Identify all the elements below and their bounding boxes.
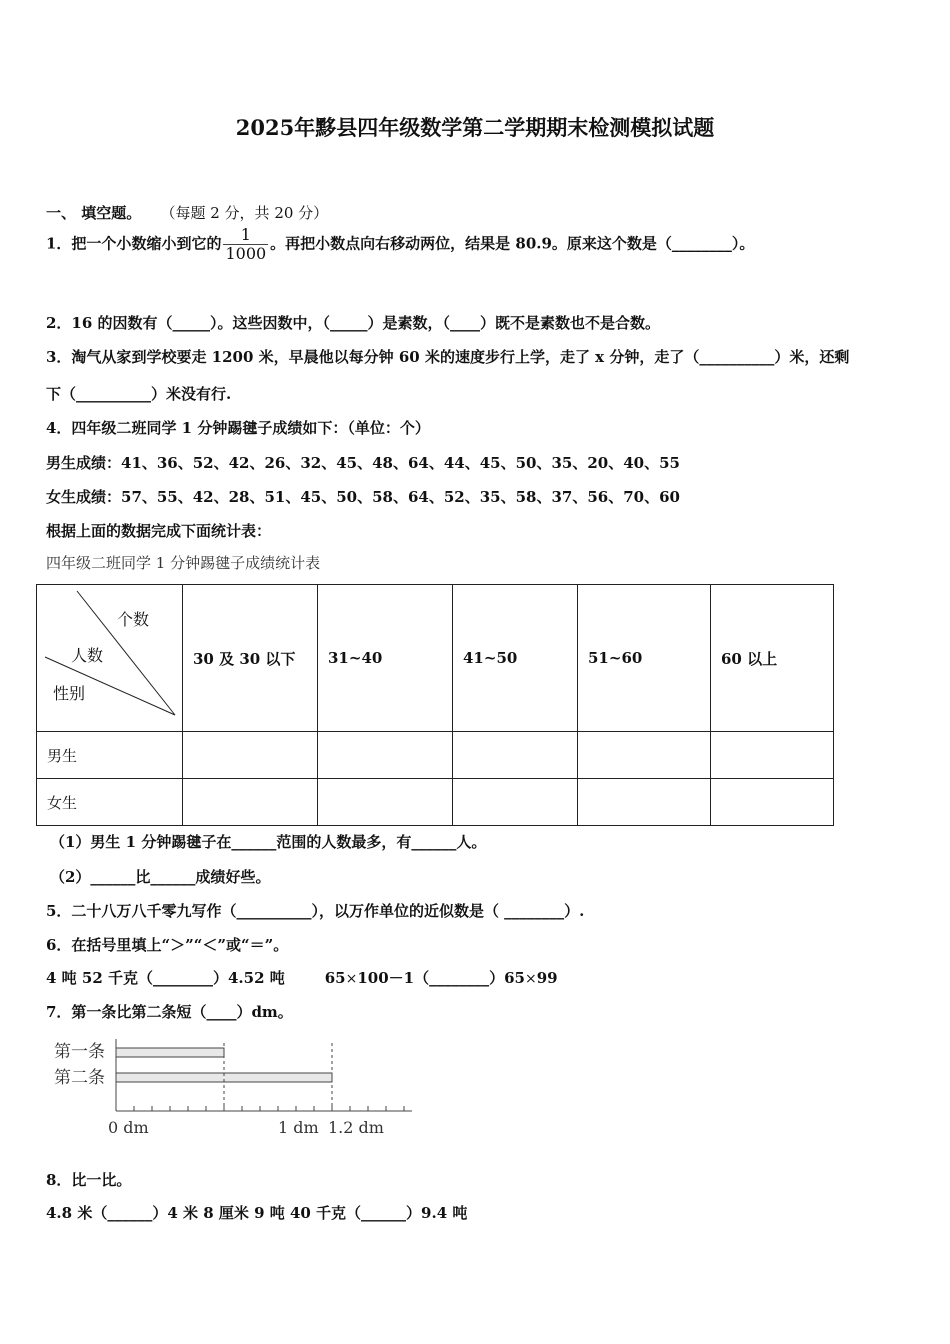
question-4-intro: 4．四年级二班同学 1 分钟踢毽子成绩如下：（单位：个）: [46, 419, 430, 437]
page-title: 2025年黟县四年级数学第二学期期末检测模拟试题: [235, 115, 715, 140]
q6-b-mid: 100－1（________）65: [357, 969, 525, 987]
table-cell[interactable]: [453, 732, 578, 779]
row-header: 男生: [37, 732, 183, 779]
question-5: 5．二十八万八千零九写作（__________），以万作单位的近似数是（ ________）.: [46, 902, 585, 920]
fraction-numerator: 1: [240, 225, 251, 244]
column-header: 51~60: [578, 585, 711, 732]
bar-1-label: 第一条: [54, 1042, 105, 1062]
table-row: [37, 779, 834, 826]
table-corner-cell: [37, 585, 183, 732]
table-instruction: 根据上面的数据完成下面统计表：: [46, 522, 272, 540]
column-header: 31~40: [318, 585, 453, 732]
bar-2-label: 第二条: [54, 1068, 105, 1088]
boys-scores: 男生成绩：41、36、52、42、26、32、45、48、64、44、45、50、35、20、40、55: [46, 454, 680, 472]
question-6-stem: 6．在括号里填上“＞”“＜”或“＝”。: [46, 936, 289, 954]
question-8-items: 4.8 米（______）4 米 8 厘米 9 吨 40 千克（______）9.4 吨: [46, 1204, 468, 1222]
q6-b-end: 99: [536, 969, 558, 987]
row-header: 女生: [37, 779, 183, 826]
question-3-line-2: 下（__________）米没有行.: [46, 385, 232, 403]
corner-diagonals: [37, 585, 182, 731]
question-7-stem: 7．第一条比第二条短（____）dm。: [46, 1003, 293, 1021]
ruler-ticks: [116, 1106, 404, 1111]
bar-1: [116, 1048, 224, 1057]
table-cell[interactable]: [711, 779, 834, 826]
question-3-line-1: 3．淘气从家到学校要走 1200 米，早晨他以每分钟 60 米的速度步行上学，走了 x 分钟，走了（__________）米，还剩: [46, 348, 850, 366]
table-cell[interactable]: [183, 732, 318, 779]
times-sign: ×: [524, 971, 537, 987]
axis-label-1: 1 dm: [278, 1118, 319, 1137]
section-title: 一、 填空题。: [46, 204, 142, 222]
corner-label-count: 个数: [117, 610, 150, 629]
column-header: 41~50: [453, 585, 578, 732]
corner-label-gender: 性别: [53, 684, 86, 703]
stats-table: [36, 584, 834, 826]
table-cell[interactable]: [578, 732, 711, 779]
table-cell[interactable]: [318, 779, 453, 826]
q1-pre: 1．把一个小数缩小到它的: [46, 234, 222, 253]
table-cell[interactable]: [318, 732, 453, 779]
question-2: 2．16 的因数有（_____）。这些因数中，（_____）是素数，（____）既不是素数也不是合数。: [46, 314, 661, 332]
question-8-stem: 8．比一比。: [46, 1171, 132, 1189]
corner-label-people: 人数: [71, 646, 104, 665]
column-header: 60 以上: [711, 585, 834, 732]
table-cell[interactable]: [711, 732, 834, 779]
column-header: 30 及 30 以下: [183, 585, 318, 732]
q6-item-a: 4 吨 52 千克（________）4.52 吨: [46, 969, 285, 987]
question-4-sub-2: （2）______比______成绩好些。: [50, 868, 271, 886]
question-1: [46, 226, 754, 263]
axis-label-1-2: 1.2 dm: [328, 1118, 384, 1137]
section-note: （每题 2 分，共 20 分）: [160, 204, 329, 222]
ruler-diagram: [46, 1035, 426, 1145]
table-cell[interactable]: [453, 779, 578, 826]
table-caption: 四年级二班同学 1 分钟踢毽子成绩统计表: [46, 554, 321, 572]
table-row: [37, 732, 834, 779]
question-4-sub-1: （1）男生 1 分钟踢毽子在______范围的人数最多，有______人。: [50, 833, 487, 851]
times-sign: ×: [345, 971, 358, 987]
question-6-items: [46, 967, 558, 988]
axis-label-0: 0 dm: [108, 1118, 149, 1137]
section-heading: [46, 202, 328, 223]
girls-scores: 女生成绩：57、55、42、28、51、45、50、58、64、52、35、58、37、56、70、60: [46, 488, 680, 506]
table-cell[interactable]: [578, 779, 711, 826]
table-cell[interactable]: [183, 779, 318, 826]
q6-b-pre: 65: [324, 969, 346, 987]
q1-post: 。再把小数点向右移动两位，结果是 80.9。原来这个数是（________）。: [270, 234, 755, 253]
fraction: [223, 226, 268, 263]
fraction-denominator: 1000: [225, 244, 267, 263]
